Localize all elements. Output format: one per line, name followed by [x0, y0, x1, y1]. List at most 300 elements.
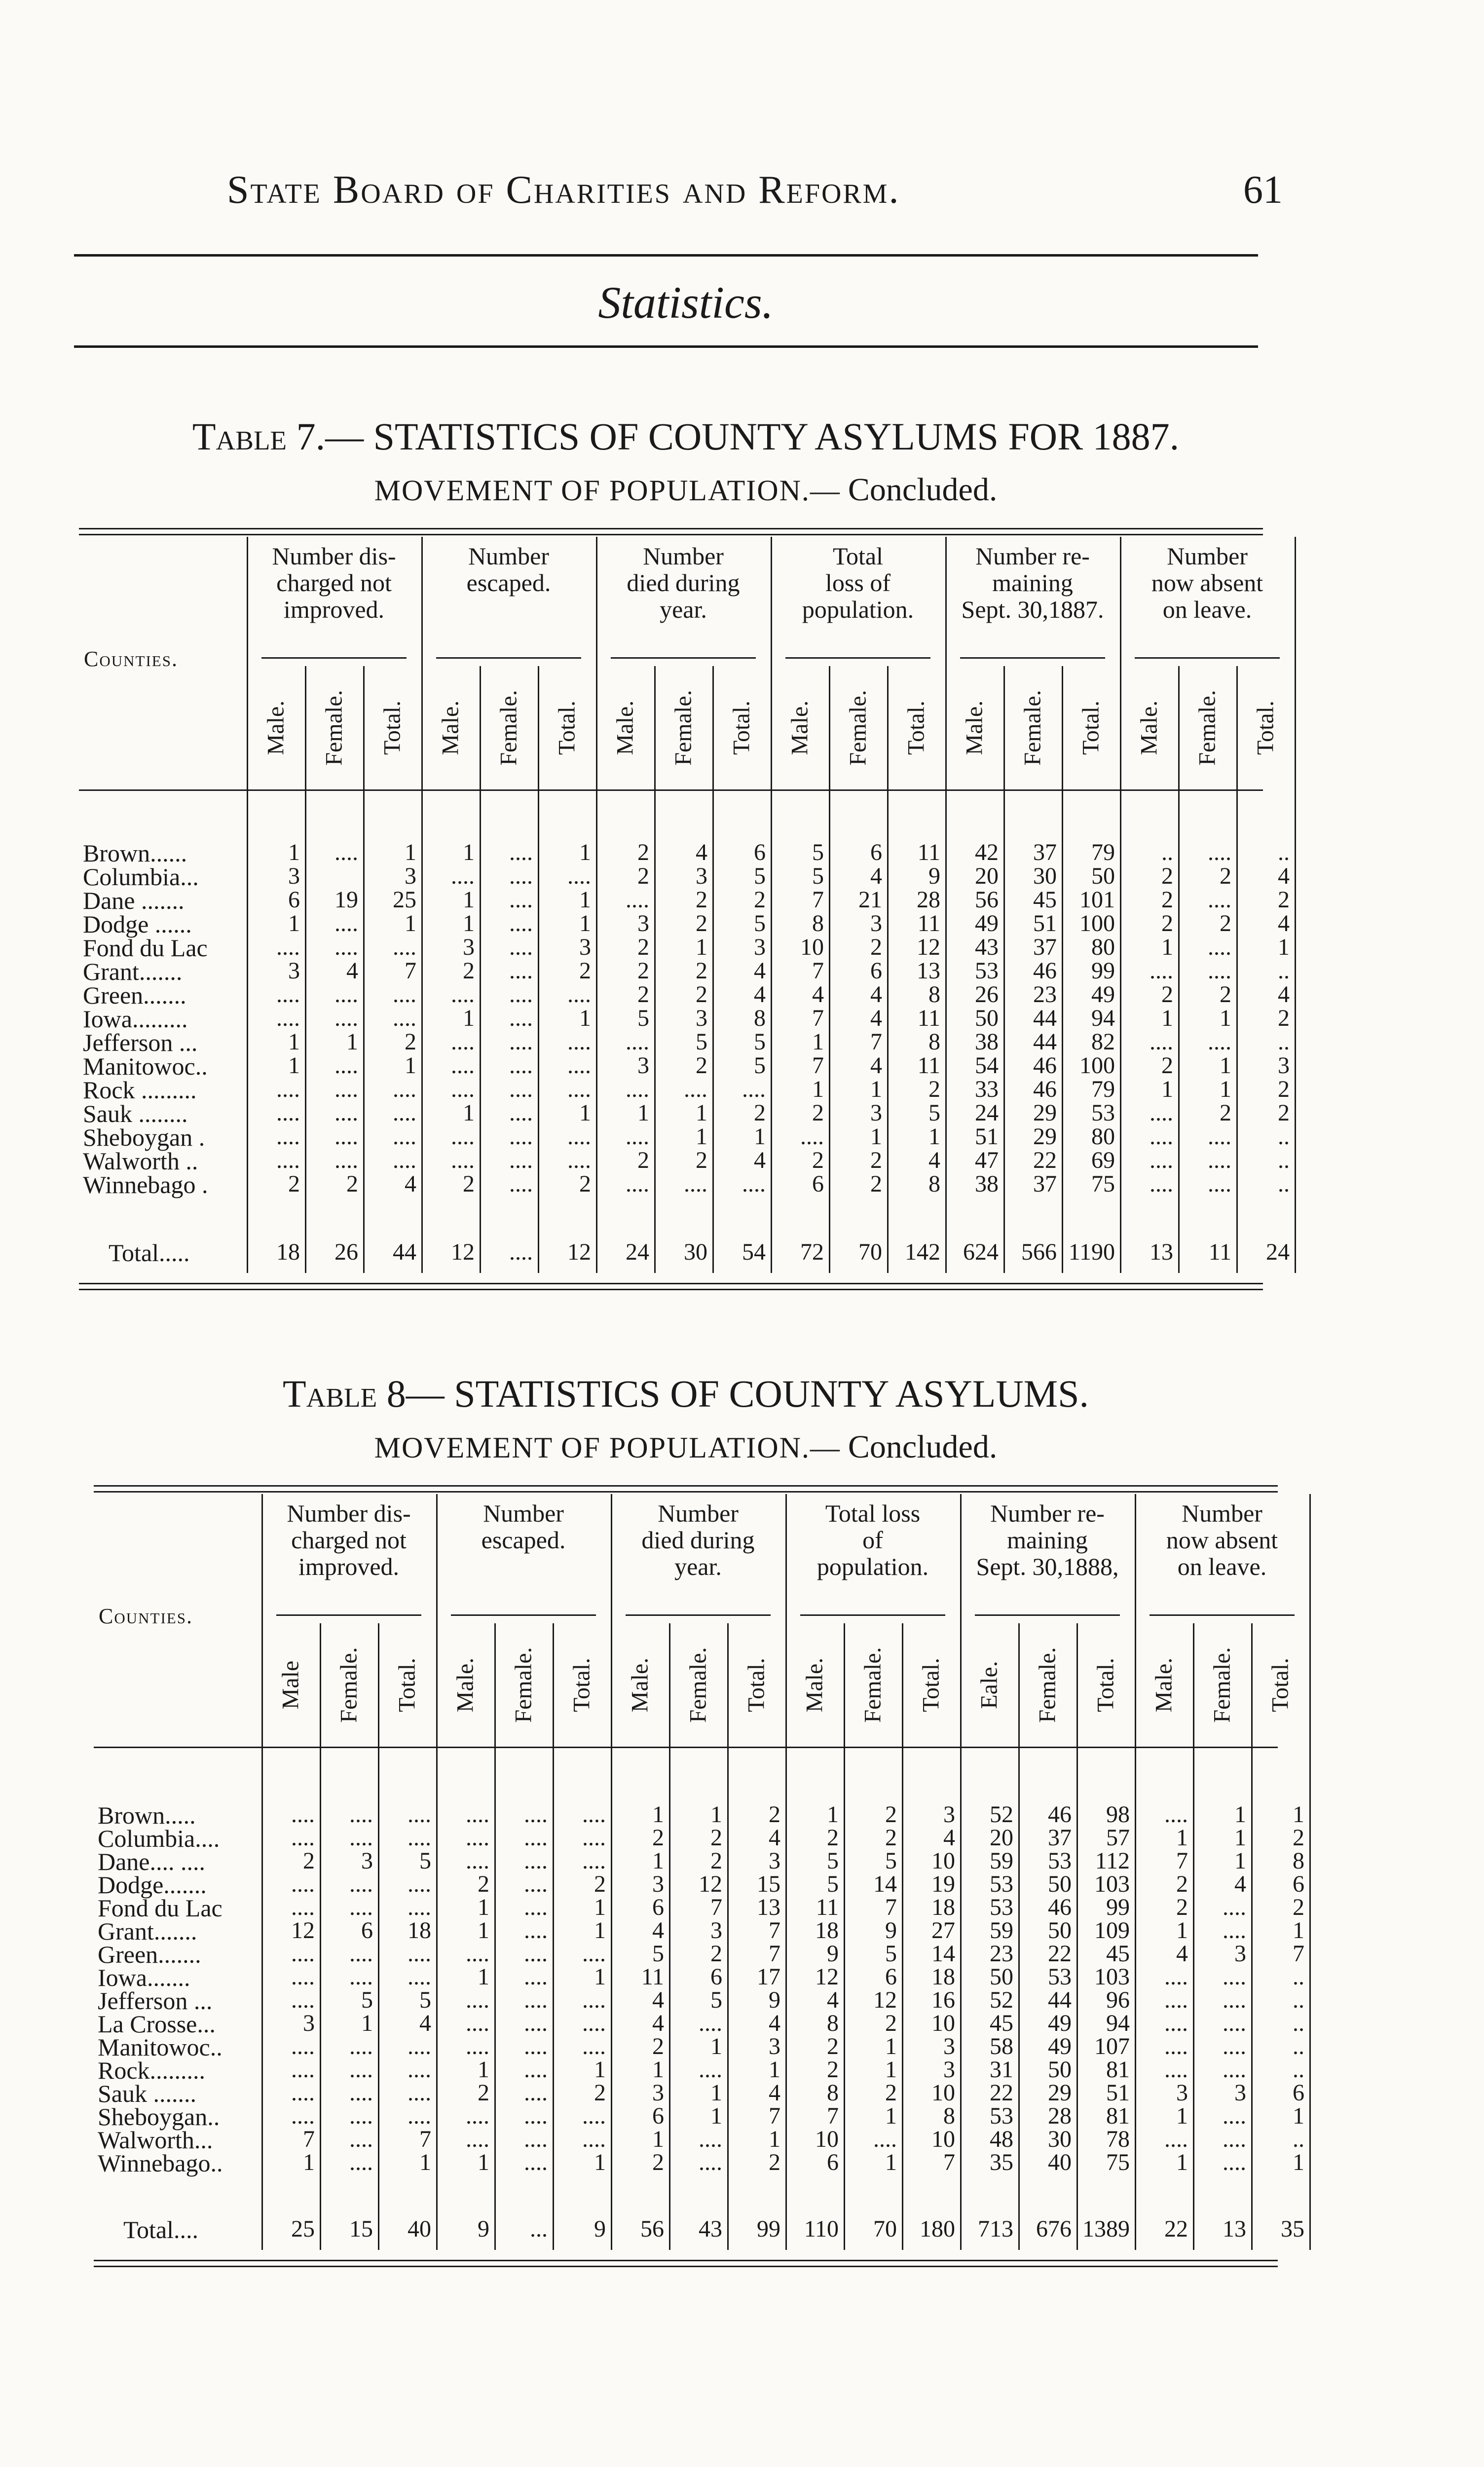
data-cell: 4	[652, 1917, 664, 1944]
data-cell: 2	[1293, 1894, 1304, 1920]
column-divider	[887, 666, 889, 1273]
table-bottom-rule	[79, 1289, 1263, 1290]
data-cell: 2	[288, 1171, 300, 1197]
data-cell: ....	[466, 2033, 489, 2059]
data-cell: 3	[696, 863, 707, 889]
data-cell: ....	[524, 1941, 548, 1967]
column-subheader	[1207, 1628, 1237, 1742]
column-subheader	[683, 1628, 713, 1742]
total-cell: 24	[626, 1239, 649, 1265]
data-cell: 53	[990, 1871, 1013, 1897]
data-cell: 18	[815, 1917, 839, 1944]
column-subheader-label: Female.	[685, 1647, 711, 1723]
data-cell: 5	[812, 863, 824, 889]
data-cell: 81	[1106, 2103, 1130, 2129]
data-cell: 94	[1106, 2010, 1130, 2036]
column-subheader-label: Male	[277, 1660, 304, 1710]
data-cell: ....	[466, 1801, 489, 1828]
data-cell: 3	[943, 2033, 955, 2059]
data-cell: 5	[419, 1987, 431, 2013]
data-cell: 1	[288, 1052, 300, 1079]
data-cell: ....	[451, 863, 475, 889]
data-cell: 4	[1278, 981, 1290, 1008]
data-cell: ....	[276, 1123, 300, 1150]
group-header-rule	[451, 1614, 596, 1616]
total-cell: 56	[640, 2216, 664, 2242]
table-bottom-rule	[94, 2266, 1278, 2267]
group-divider	[436, 1494, 438, 2250]
data-cell: ....	[509, 910, 533, 936]
data-cell: 59	[990, 1848, 1013, 1874]
data-cell: 5	[419, 1848, 431, 1874]
data-cell: ....	[408, 1964, 431, 1990]
data-cell: 42	[975, 839, 999, 865]
data-cell: 1	[288, 1029, 300, 1055]
data-cell: 2	[1161, 910, 1173, 936]
data-cell: 7	[419, 2126, 431, 2152]
data-cell: 4	[769, 1825, 780, 1851]
data-cell: ....	[393, 1076, 416, 1102]
data-cell: 11	[641, 1964, 664, 1990]
data-cell: 59	[990, 1917, 1013, 1944]
data-cell: ....	[1150, 1123, 1173, 1150]
data-cell: 23	[1033, 981, 1057, 1008]
data-cell: 6	[1293, 1871, 1304, 1897]
data-cell: 1	[419, 2149, 431, 2175]
total-cell: 9	[478, 2216, 489, 2242]
data-cell: 11	[917, 1005, 940, 1031]
total-cell: 12	[451, 1239, 475, 1265]
data-cell: ....	[291, 1941, 315, 1967]
data-cell: 2	[637, 1147, 649, 1173]
data-cell: ....	[524, 1801, 548, 1828]
data-cell: 2	[710, 1941, 722, 1967]
data-cell: 11	[917, 910, 940, 936]
column-subheader	[1265, 1628, 1295, 1742]
data-cell: 2	[885, 1801, 897, 1828]
data-cell: 7	[710, 1894, 722, 1920]
data-cell: 5	[754, 1052, 766, 1079]
data-cell: 3	[303, 2010, 315, 2036]
column-subheader	[392, 1628, 422, 1742]
data-cell: 1	[696, 934, 707, 960]
data-cell: ....	[567, 1147, 591, 1173]
data-cell: 11	[816, 1894, 839, 1920]
data-cell: ....	[466, 1941, 489, 1967]
data-cell: 3	[1234, 2080, 1246, 2106]
group-header-line: population.	[816, 1553, 929, 1580]
data-cell: 2	[696, 958, 707, 984]
data-cell: ....	[626, 1029, 649, 1055]
data-cell: ..	[1293, 1964, 1304, 1990]
total-cell: 1389	[1082, 2216, 1130, 2242]
data-cell: 7	[812, 1005, 824, 1031]
column-subheader	[742, 1628, 771, 1742]
group-header	[598, 543, 769, 623]
column-subheader	[960, 671, 989, 785]
data-cell: 107	[1094, 2033, 1130, 2059]
column-subheader	[552, 671, 582, 785]
data-cell: 2	[463, 958, 475, 984]
column-divider	[1193, 1623, 1194, 2250]
data-cell: 28	[917, 887, 940, 913]
total-cell: 9	[594, 2216, 606, 2242]
data-cell: 40	[1048, 2149, 1072, 2175]
group-header-rule	[960, 657, 1105, 659]
data-cell: 7	[885, 1894, 897, 1920]
data-cell: 1	[579, 887, 591, 913]
column-subheader	[1033, 1628, 1062, 1742]
data-cell: 6	[812, 1171, 824, 1197]
data-cell: 3	[943, 2056, 955, 2083]
data-cell: 52	[990, 1987, 1013, 2013]
data-cell: 2	[303, 1848, 315, 1874]
data-cell: 7	[405, 958, 416, 984]
data-cell: 2	[1220, 863, 1231, 889]
data-cell: 2	[754, 887, 766, 913]
data-cell: 2	[710, 1848, 722, 1874]
county-name: Manitowoc..	[83, 1052, 208, 1080]
data-cell: ....	[291, 2056, 315, 2083]
data-cell: ....	[334, 981, 358, 1008]
data-cell: ....	[393, 1100, 416, 1126]
data-cell: ....	[699, 2126, 722, 2152]
table7-caption-text: STATISTICS OF COUNTY ASYLUMS FOR 1887.	[373, 415, 1180, 458]
data-cell: ....	[524, 2056, 548, 2083]
data-cell: 6	[652, 1894, 664, 1920]
data-cell: 1	[463, 887, 475, 913]
data-cell: ....	[349, 2103, 373, 2129]
data-cell: 44	[1033, 1005, 1057, 1031]
data-cell: ....	[291, 1871, 315, 1897]
county-name: Rock .........	[83, 1076, 197, 1104]
data-cell: 10	[931, 2080, 955, 2106]
data-cell: ..	[1278, 1171, 1290, 1197]
data-cell: 1	[769, 2126, 780, 2152]
county-name: Grant.......	[83, 958, 183, 985]
data-cell: 3	[870, 910, 882, 936]
data-cell: 50	[1048, 2056, 1072, 2083]
county-name: Winnebago .	[83, 1171, 208, 1198]
column-subheader-label: Eale.	[976, 1661, 1002, 1709]
data-cell: ....	[1223, 2149, 1246, 2175]
data-cell: 3	[754, 934, 766, 960]
county-name: Sauk ........	[83, 1100, 188, 1127]
total-label: Total.....	[109, 1239, 190, 1267]
data-cell: ....	[742, 1171, 766, 1197]
column-subheader	[800, 1628, 829, 1742]
group-header-rule	[800, 1614, 945, 1616]
data-cell: ....	[291, 1825, 315, 1851]
data-cell: 5	[812, 839, 824, 865]
counties-header: Counties.	[99, 1604, 193, 1628]
column-subheader	[567, 1628, 596, 1742]
county-name: Green.......	[98, 1941, 201, 1968]
data-cell: 3	[288, 958, 300, 984]
data-cell: 3	[769, 1848, 780, 1874]
column-subheader	[1091, 1628, 1120, 1742]
column-subheader	[1134, 671, 1164, 785]
data-cell: 1	[579, 1100, 591, 1126]
data-cell: 103	[1094, 1871, 1130, 1897]
data-cell: 1	[1278, 934, 1290, 960]
data-cell: ....	[1223, 2103, 1246, 2129]
table8-caption-label: Table 8—	[283, 1372, 445, 1415]
column-subheader-label: Total.	[554, 701, 580, 755]
data-cell: 2	[696, 1147, 707, 1173]
data-cell: ....	[524, 2010, 548, 2036]
total-cell: 11	[1208, 1239, 1231, 1265]
column-divider	[844, 1623, 845, 2250]
data-cell: 2	[1176, 1894, 1188, 1920]
data-cell: 3	[943, 1801, 955, 1828]
data-cell: ....	[582, 2033, 606, 2059]
data-cell: 9	[885, 1917, 897, 1944]
data-cell: 4	[652, 1987, 664, 2013]
group-header	[947, 543, 1118, 623]
group-header-line: charged not	[291, 1526, 407, 1554]
data-cell: ....	[1208, 1029, 1231, 1055]
data-cell: 109	[1094, 1917, 1130, 1944]
data-cell: 10	[931, 2010, 955, 2036]
column-divider	[480, 666, 481, 1273]
group-divider	[247, 537, 248, 1273]
table-top-rule	[79, 528, 1263, 529]
data-cell: ....	[276, 1147, 300, 1173]
column-subheader	[494, 671, 523, 785]
data-cell: 5	[652, 1941, 664, 1967]
data-cell: 112	[1095, 1848, 1130, 1874]
data-cell: ....	[582, 1987, 606, 2013]
data-cell: ....	[1208, 1147, 1231, 1173]
data-cell: ....	[349, 2056, 373, 2083]
data-cell: 53	[975, 958, 999, 984]
data-cell: 29	[1048, 2080, 1072, 2106]
column-subheader	[1251, 671, 1280, 785]
data-cell: 5	[928, 1100, 940, 1126]
group-header-line: now absent	[1166, 1526, 1278, 1554]
data-cell: 1	[710, 2103, 722, 2129]
data-cell: 2	[594, 1871, 606, 1897]
data-cell: 99	[1091, 958, 1115, 984]
column-subheader-label: Female.	[1209, 1647, 1235, 1723]
data-cell: ....	[1164, 2126, 1188, 2152]
data-cell: 1	[885, 2033, 897, 2059]
data-cell: 21	[858, 887, 882, 913]
county-name: Dodge.......	[98, 1871, 207, 1899]
data-cell: 1	[463, 910, 475, 936]
data-cell: 49	[1091, 981, 1115, 1008]
data-cell: ....	[334, 934, 358, 960]
data-cell: 2	[652, 2149, 664, 2175]
data-cell: ....	[291, 1894, 315, 1920]
data-cell: 2	[637, 863, 649, 889]
data-cell: ....	[451, 1052, 475, 1079]
data-cell: ....	[742, 1076, 766, 1102]
column-subheader-label: Female.	[670, 690, 697, 766]
column-divider	[712, 666, 714, 1273]
group-header-line: maining	[1007, 1526, 1088, 1554]
data-cell: 6	[870, 958, 882, 984]
data-cell: ....	[408, 1801, 431, 1828]
data-cell: ....	[524, 2033, 548, 2059]
total-cell: 110	[804, 2216, 839, 2242]
data-cell: 37	[1048, 1825, 1072, 1851]
data-cell: 46	[1033, 1076, 1057, 1102]
data-cell: 5	[637, 1005, 649, 1031]
data-cell: 12	[815, 1964, 839, 1990]
data-cell: 3	[652, 2080, 664, 2106]
data-cell: 1	[769, 2056, 780, 2083]
data-cell: 29	[1033, 1100, 1057, 1126]
data-cell: 1	[463, 1100, 475, 1126]
data-cell: 16	[931, 1987, 955, 2013]
column-subheader-label: Male.	[612, 700, 638, 755]
data-cell: 22	[1048, 1941, 1072, 1967]
data-cell: ....	[1150, 958, 1173, 984]
data-cell: 2	[812, 1100, 824, 1126]
data-cell: 7	[303, 2126, 315, 2152]
data-cell: 10	[815, 2126, 839, 2152]
group-header-line: Number re-	[990, 1499, 1105, 1527]
data-cell: ....	[684, 1171, 707, 1197]
county-name: Dane .......	[83, 887, 185, 914]
data-cell: ....	[276, 981, 300, 1008]
data-cell: ....	[349, 1871, 373, 1897]
data-cell: ..	[1293, 2056, 1304, 2083]
data-cell: 2	[579, 1171, 591, 1197]
county-name: Walworth...	[98, 2126, 213, 2154]
data-cell: 13	[917, 958, 940, 984]
data-cell: 1	[928, 1123, 940, 1150]
data-cell: 46	[1033, 1052, 1057, 1079]
column-subheader	[668, 671, 698, 785]
data-cell: 1	[754, 1123, 766, 1150]
data-cell: ....	[567, 863, 591, 889]
data-cell: 7	[812, 1052, 824, 1079]
data-cell: 2	[696, 1052, 707, 1079]
column-subheader	[377, 671, 407, 785]
data-cell: 2	[1161, 863, 1173, 889]
data-cell: 20	[990, 1825, 1013, 1851]
subheader-bottom-rule	[94, 1747, 1278, 1748]
county-name: Columbia....	[98, 1825, 220, 1852]
column-subheader	[1149, 1628, 1179, 1742]
county-name: La Crosse...	[98, 2010, 216, 2038]
column-subheader	[276, 1628, 305, 1742]
data-cell: ....	[276, 1005, 300, 1031]
data-cell: 4	[754, 981, 766, 1008]
data-cell: ..	[1278, 839, 1290, 865]
group-header-line: population.	[802, 596, 914, 623]
data-cell: 1	[696, 1100, 707, 1126]
total-cell: 22	[1164, 2216, 1188, 2242]
table7-caption	[0, 414, 1372, 459]
data-cell: 1	[594, 2056, 606, 2083]
data-cell: 6	[754, 839, 766, 865]
data-cell: 81	[1106, 2056, 1130, 2083]
data-cell: 2	[1220, 981, 1231, 1008]
group-divider	[771, 537, 772, 1273]
data-cell: 5	[754, 910, 766, 936]
data-cell: 37	[1033, 1171, 1057, 1197]
data-cell: 8	[928, 1029, 940, 1055]
subheader-bottom-rule	[79, 789, 1263, 791]
data-cell: 46	[1033, 958, 1057, 984]
data-cell: 1	[812, 1076, 824, 1102]
total-cell: 44	[393, 1239, 416, 1265]
column-subheader-label: Female.	[1034, 1647, 1061, 1723]
data-cell: ....	[334, 839, 358, 865]
column-subheader	[916, 1628, 946, 1742]
column-divider	[669, 1623, 670, 2250]
group-divider	[1309, 1494, 1311, 2250]
data-cell: ....	[349, 1894, 373, 1920]
county-name: Brown.....	[98, 1801, 196, 1829]
group-divider	[1135, 1494, 1136, 2250]
data-cell: 2	[579, 958, 591, 984]
data-cell: ....	[349, 2080, 373, 2106]
group-header-rule	[626, 1614, 771, 1616]
column-subheader-label: Male.	[801, 1657, 828, 1713]
data-cell: ..	[1278, 1147, 1290, 1173]
column-subheader-label: Total.	[1092, 1658, 1119, 1712]
data-cell: ....	[393, 1147, 416, 1173]
data-cell: 13	[757, 1894, 780, 1920]
data-cell: 24	[975, 1100, 999, 1126]
data-cell: ....	[334, 1123, 358, 1150]
group-header-line: Number dis-	[287, 1499, 411, 1527]
data-cell: 18	[408, 1917, 431, 1944]
data-cell: ..	[1293, 2126, 1304, 2152]
data-cell: 2	[928, 1076, 940, 1102]
data-cell: 12	[291, 1917, 315, 1944]
data-cell: 3	[1278, 1052, 1290, 1079]
group-header-line: on leave.	[1177, 1553, 1267, 1580]
data-cell: 1	[812, 1029, 824, 1055]
data-cell: ....	[873, 2126, 897, 2152]
data-cell: ....	[466, 1825, 489, 1851]
data-cell: 8	[827, 2010, 839, 2036]
group-header-line: Number	[1167, 542, 1248, 570]
data-cell: 1	[478, 1917, 489, 1944]
data-cell: 1	[1176, 1825, 1188, 1851]
data-cell: 8	[1293, 1848, 1304, 1874]
county-name: Manitowoc..	[98, 2033, 223, 2061]
data-cell: ....	[1223, 2056, 1246, 2083]
data-cell: ....	[408, 2033, 431, 2059]
data-cell: 1	[696, 1123, 707, 1150]
total-cell: 13	[1150, 1239, 1173, 1265]
group-header-rule	[785, 657, 930, 659]
column-subheader-label: Male.	[437, 700, 464, 755]
data-cell: ....	[349, 2033, 373, 2059]
column-subheader-label: Male.	[1136, 700, 1162, 755]
total-cell: 43	[699, 2216, 722, 2242]
data-cell: 45	[990, 2010, 1013, 2036]
data-cell: 2	[1220, 1100, 1231, 1126]
column-subheader	[901, 671, 931, 785]
group-header-line: Sept. 30,1887.	[961, 596, 1104, 623]
column-subheader-label: Female.	[335, 1647, 362, 1723]
data-cell: 7	[769, 2103, 780, 2129]
data-cell: 2	[696, 981, 707, 1008]
county-name: Columbia...	[83, 863, 199, 891]
data-cell: 1	[579, 910, 591, 936]
group-header	[438, 1500, 609, 1553]
data-cell: 2	[478, 2080, 489, 2106]
data-cell: 49	[1048, 2010, 1072, 2036]
